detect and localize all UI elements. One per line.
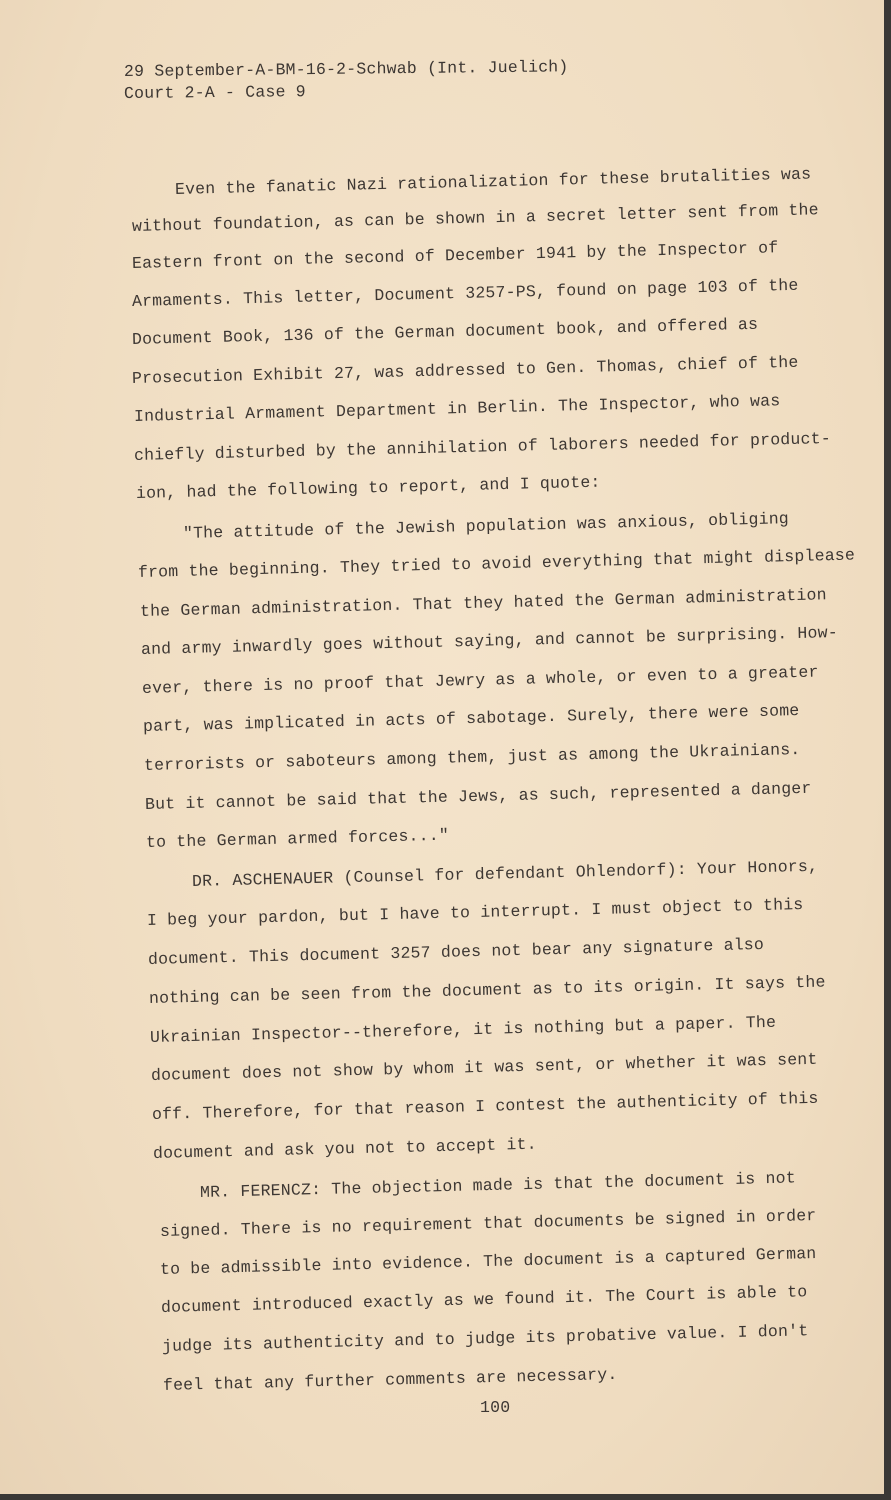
body-line: Ukrainian Inspector--therefore, it is nothing but a paper. The: [149, 1012, 777, 1047]
header-line: 29 September-A-BM-16-2-Schwab (Int. Juelich): [123, 57, 569, 81]
body-line: document does not show by whom it was sent, or whether it was sent: [150, 1049, 818, 1085]
body-line: document and ask you not to accept it.: [152, 1134, 537, 1163]
body-line: DR. ASCHENAUER (Counsel for defendant Ohlendorf): Your Honors,: [191, 856, 819, 891]
header-line: Court 2-A - Case 9: [123, 82, 306, 103]
body-line: signed. There is no requirement that documents be signed in order: [159, 1205, 817, 1241]
body-line: the German administration. That they hated the German administration: [139, 585, 827, 621]
body-line: judge its authenticity and to judge its probative value. I don't: [161, 1321, 809, 1356]
body-line: ever, there is no proof that Jewry as a whole, or even to a greater: [141, 662, 819, 698]
body-line: to the German armed forces...": [145, 825, 450, 852]
body-line: off. Therefore, for that reason I contest the authenticity of this: [151, 1088, 819, 1124]
body-line: and army inwardly goes without saying, and cannot be surprising. How-: [140, 622, 839, 659]
body-line: nothing can be seen from the document as to its origin. It says the: [148, 972, 826, 1008]
page-number: 100: [480, 1398, 511, 1417]
body-line: document introduced exactly as we found it. The Court is able to: [160, 1282, 808, 1317]
body-line: from the beginning. They tried to avoid everything that might displease: [137, 545, 856, 582]
body-line: Eastern front on the second of December 1941 by the Inspector of: [131, 238, 779, 273]
body-line: Document Book, 136 of the German document book, and offered as: [131, 314, 759, 349]
body-line: Armaments. This letter, Document 3257-PS, found on page 103 of the: [131, 275, 799, 311]
body-line: ion, had the following to report, and I quote:: [135, 472, 601, 503]
body-line: part, was implicated in acts of sabotage. Surely, there were some: [142, 700, 800, 736]
body-line: to be admissible into evidence. The document is a captured German: [159, 1243, 817, 1279]
body-line: Even the fanatic Nazi rationalization for these brutalities was: [174, 164, 812, 199]
body-line: chiefly disturbed by the annihilation of laborers needed for product-: [133, 428, 832, 465]
body-line: But it cannot be said that the Jews, as such, represented a danger: [144, 778, 812, 814]
body-line: MR. FERENCZ: The objection made is that the document is not: [199, 1168, 797, 1202]
body-line: terrorists or saboteurs among them, just as among the Ukrainians.: [143, 739, 801, 775]
body-line: feel that any further comments are necessary.: [162, 1364, 618, 1395]
body-line: I beg your pardon, but I have to interrupt. I must object to this: [146, 894, 804, 930]
body-line: without foundation, as can be shown in a secret letter sent from the: [131, 200, 819, 236]
body-line: Prosecution Exhibit 27, was addressed to Gen. Thomas, chief of the: [131, 352, 799, 388]
body-line: document. This document 3257 does not bear any signature also: [147, 934, 765, 969]
body-line: "The attitude of the Jewish population was anxious, obliging: [182, 509, 790, 543]
body-line: Industrial Armament Department in Berlin. The Inspector, who was: [133, 391, 781, 426]
